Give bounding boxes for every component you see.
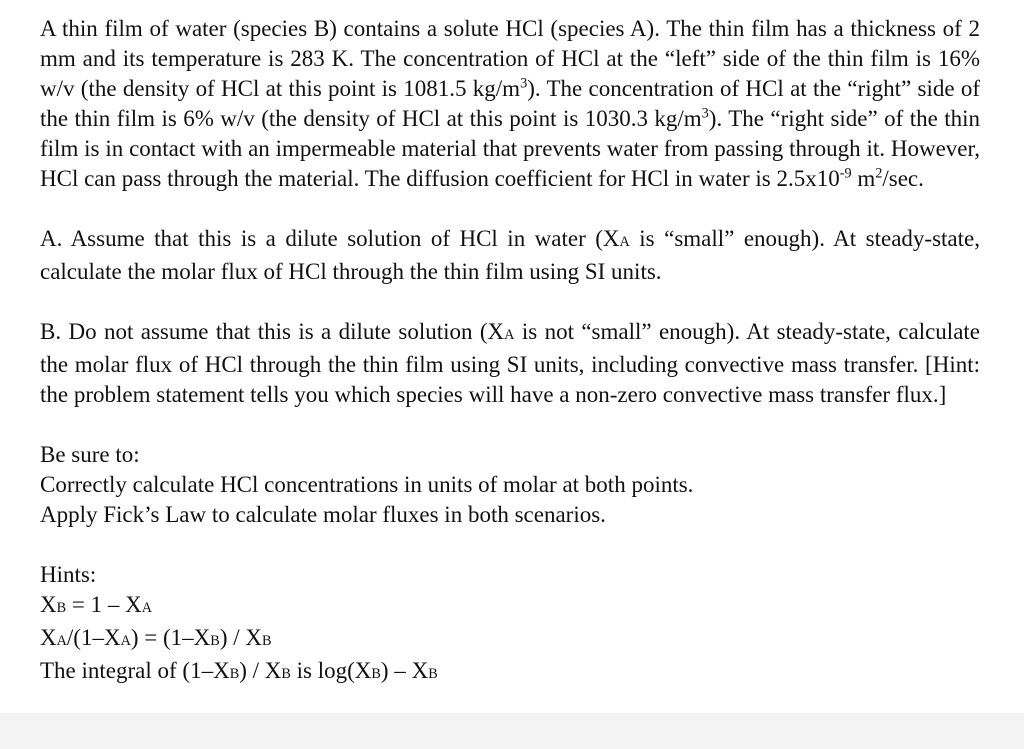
problem-text-2: ). The concentration of HCl at the “right” side of the thin film is 6% w/v (the density of HCl at this point is 1030.3 kg/m [40, 76, 980, 131]
hints-section [40, 560, 980, 689]
subscript: B [229, 666, 240, 682]
subscript: A [504, 327, 515, 343]
problem-text-4: m [851, 166, 876, 191]
subscript: B [261, 633, 272, 649]
problem-text-3: ). The “right side” of the thin film is in contact with an impermeable material that prevents water from passing through it. However, HCl can pass through the material. The diffusion coefficient for HCl in water is 2.5x10 [40, 106, 981, 191]
superscript: -9 [839, 165, 852, 182]
be-sure-item: Correctly calculate HCl concentrations in units of molar at both points. [40, 472, 694, 497]
part-a-text-2: is “small” enough). At steady-state, calculate the molar flux of HCl through the thin film using SI units. [40, 226, 980, 284]
hint-text: = 1 – X [66, 592, 142, 617]
be-sure-heading: Be sure to: [40, 442, 140, 467]
superscript: 3 [520, 75, 528, 92]
hint-text: /(1–X [66, 625, 121, 650]
subscript: A [120, 633, 131, 649]
part-a-text-1: A. Assume that this is a dilute solution of HCl in water (X [40, 226, 620, 251]
hint-text: X [40, 592, 57, 617]
hint-text: ) / X [219, 625, 262, 650]
subscript: B [56, 600, 67, 616]
hint-text: X [40, 625, 57, 650]
hint-equation-1 [40, 590, 980, 623]
hint-text: is log(X [290, 658, 372, 683]
subscript: B [281, 666, 291, 682]
hint-text: ) = (1–X [130, 625, 211, 650]
hint-equation-2 [40, 623, 980, 656]
hint-text: ) – X [380, 658, 429, 683]
hint-equation-3 [40, 656, 980, 689]
part-b-text-1: B. Do not assume that this is a dilute solution (X [40, 319, 505, 344]
part-b-text-2: is not “small” enough). At steady-state, calculate the molar flux of HCl through the thin film using SI units, including convective mass transfer. [Hint: the problem statement tells you which species will have a non-zero convective mass transfer flux.] [40, 319, 980, 407]
subscript: B [428, 666, 438, 682]
part-a [40, 224, 980, 287]
problem-content [40, 14, 980, 689]
be-sure-section [40, 440, 980, 530]
subscript: B [371, 666, 381, 682]
bottom-strip [0, 713, 1024, 749]
subscript: A [141, 600, 153, 616]
subscript: A [619, 234, 630, 250]
hint-text: The integral of (1–X [40, 658, 230, 683]
problem-text-1: A thin film of water (species B) contains a solute HCl (species A). The thin film has a thickness of 2 mm and its temperature is 283 K. The concentration of HCl at the “left” side of the thin film is 16% w/v (the density of HCl at this point is 1081.5 kg/m [40, 16, 980, 101]
superscript: 3 [701, 105, 709, 122]
subscript: B [210, 633, 220, 649]
part-b [40, 317, 980, 410]
be-sure-item: Apply Fick’s Law to calculate molar fluxes in both scenarios. [40, 502, 606, 527]
superscript: 2 [875, 165, 883, 182]
problem-statement [40, 14, 980, 194]
hints-heading: Hints: [40, 562, 97, 587]
hint-text: ) / X [239, 658, 282, 683]
subscript: A [56, 633, 67, 649]
problem-text-5: /sec. [882, 166, 924, 191]
